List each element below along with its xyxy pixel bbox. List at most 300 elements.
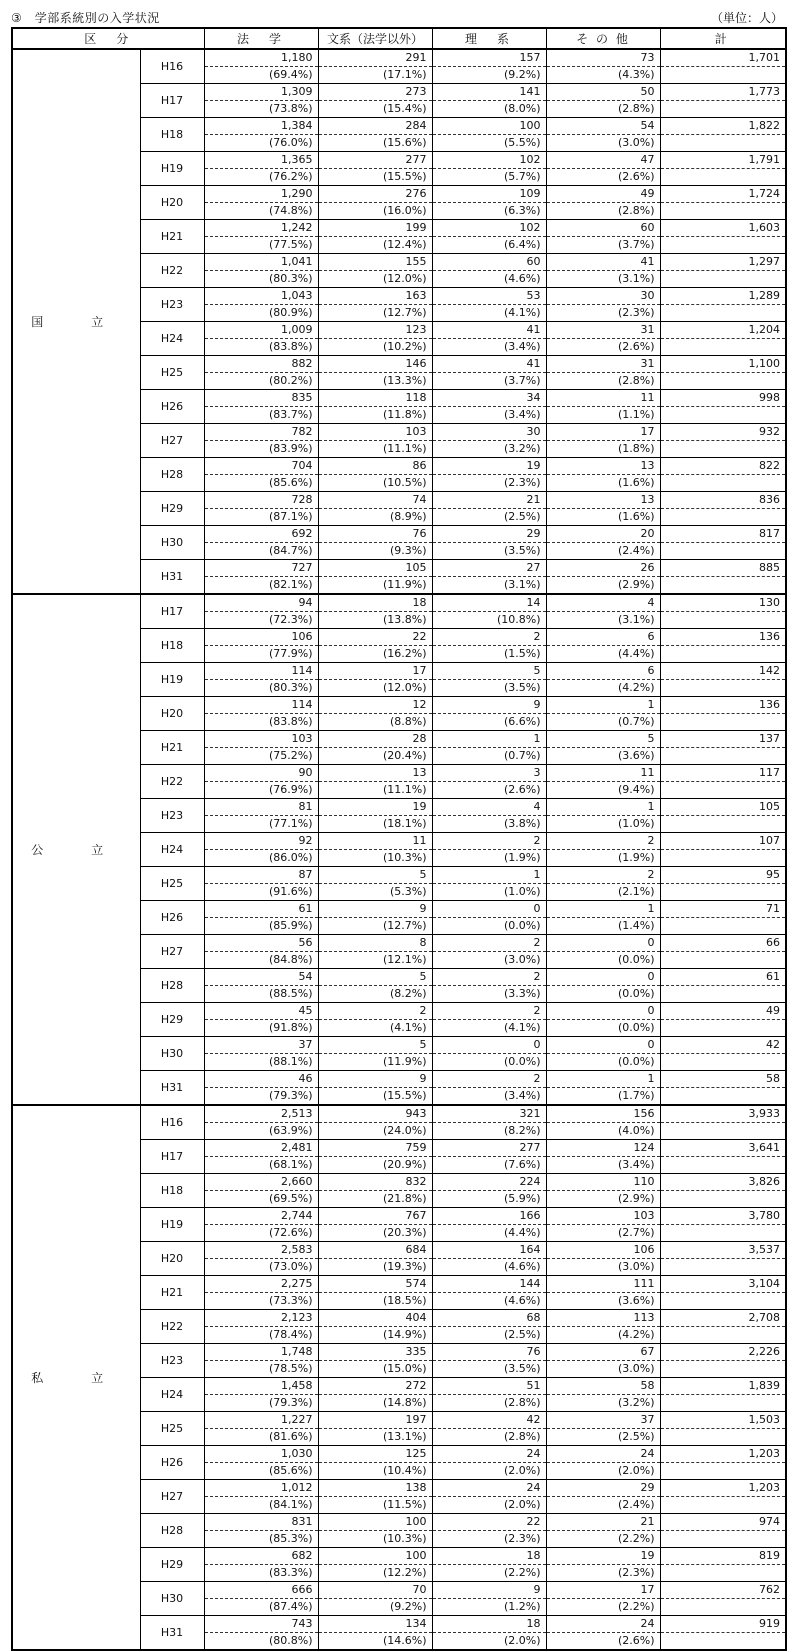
humanities-percent: (9.3%) [389, 544, 427, 557]
law-percent: (73.0%) [268, 1260, 313, 1273]
science-count: 19 [433, 458, 546, 475]
law-count: 103 [205, 731, 318, 748]
science-cell [432, 1310, 546, 1344]
humanities-count: 74 [319, 492, 432, 509]
total-cell [660, 152, 786, 186]
science-cell [432, 84, 546, 118]
science-count: 224 [433, 1174, 546, 1191]
total-count: 117 [661, 765, 786, 782]
science-count: 41 [433, 356, 546, 373]
science-count: 14 [433, 595, 546, 612]
other-cell [546, 833, 660, 867]
science-cell [432, 697, 546, 731]
other-count: 24 [547, 1616, 660, 1633]
law-cell [204, 1344, 318, 1378]
science-percent: (2.5%) [503, 1328, 541, 1341]
total-cell [660, 186, 786, 220]
other-count: 124 [547, 1140, 660, 1157]
other-cell [546, 629, 660, 663]
other-cell [546, 1140, 660, 1174]
humanities-count: 13 [319, 765, 432, 782]
other-percent: (0.0%) [617, 953, 655, 966]
year-label: H20 [140, 186, 204, 220]
other-percent: (2.7%) [617, 1226, 655, 1239]
other-count: 26 [547, 560, 660, 577]
other-percent: (2.4%) [617, 1498, 655, 1511]
science-cell [432, 1105, 546, 1140]
humanities-percent: (21.8%) [382, 1192, 427, 1205]
total-cell [660, 1105, 786, 1140]
total-cell [660, 1208, 786, 1242]
law-percent: (77.9%) [268, 647, 313, 660]
other-count: 1 [547, 799, 660, 816]
humanities-percent: (11.9%) [382, 1055, 427, 1068]
other-cell [546, 152, 660, 186]
law-percent: (84.1%) [268, 1498, 313, 1511]
science-count: 76 [433, 1344, 546, 1361]
total-count: 1,822 [661, 118, 786, 135]
law-cell [204, 390, 318, 424]
law-percent: (72.3%) [268, 613, 313, 626]
other-cell [546, 390, 660, 424]
science-cell [432, 458, 546, 492]
year-label: H26 [140, 901, 204, 935]
law-cell [204, 935, 318, 969]
other-count: 103 [547, 1208, 660, 1225]
humanities-cell [318, 765, 432, 799]
science-cell [432, 867, 546, 901]
year-label: H30 [140, 1037, 204, 1071]
law-percent: (79.3%) [268, 1089, 313, 1102]
humanities-count: 832 [319, 1174, 432, 1191]
other-count: 4 [547, 595, 660, 612]
humanities-count: 17 [319, 663, 432, 680]
law-count: 882 [205, 356, 318, 373]
other-count: 106 [547, 1242, 660, 1259]
other-cell [546, 935, 660, 969]
science-percent: (5.5%) [503, 136, 541, 149]
science-percent: (3.5%) [503, 1362, 541, 1375]
science-percent: (4.1%) [503, 306, 541, 319]
total-count: 1,724 [661, 186, 786, 203]
total-count: 1,203 [661, 1446, 786, 1463]
year-label: H27 [140, 1480, 204, 1514]
year-label: H25 [140, 1412, 204, 1446]
humanities-percent: (11.8%) [382, 408, 427, 421]
other-count: 11 [547, 765, 660, 782]
science-percent: (3.4%) [503, 1089, 541, 1102]
science-count: 277 [433, 1140, 546, 1157]
header-row [12, 28, 786, 49]
table-title: ③ 学部系統別の入学状況 [11, 11, 160, 25]
humanities-cell [318, 697, 432, 731]
total-cell [660, 867, 786, 901]
other-count: 60 [547, 220, 660, 237]
science-cell [432, 935, 546, 969]
law-count: 1,030 [205, 1446, 318, 1463]
science-cell [432, 833, 546, 867]
other-percent: (2.4%) [617, 544, 655, 557]
law-count: 2,275 [205, 1276, 318, 1293]
other-count: 1 [547, 901, 660, 918]
humanities-count: 163 [319, 288, 432, 305]
humanities-cell [318, 1276, 432, 1310]
science-cell [432, 765, 546, 799]
law-count: 81 [205, 799, 318, 816]
total-count: 3,933 [661, 1106, 786, 1123]
humanities-cell [318, 1140, 432, 1174]
humanities-percent: (20.4%) [382, 749, 427, 762]
law-cell [204, 560, 318, 595]
science-count: 109 [433, 186, 546, 203]
humanities-count: 8 [319, 935, 432, 952]
total-cell [660, 560, 786, 595]
science-percent: (3.3%) [503, 987, 541, 1000]
science-count: 29 [433, 526, 546, 543]
law-cell [204, 1480, 318, 1514]
law-percent: (77.5%) [268, 238, 313, 251]
law-count: 1,242 [205, 220, 318, 237]
science-count: 2 [433, 833, 546, 850]
other-cell [546, 1105, 660, 1140]
law-cell [204, 152, 318, 186]
other-cell [546, 697, 660, 731]
other-count: 24 [547, 1446, 660, 1463]
humanities-percent: (10.3%) [382, 1532, 427, 1545]
science-count: 1 [433, 867, 546, 884]
other-cell [546, 322, 660, 356]
total-count: 66 [661, 935, 786, 952]
science-count: 2 [433, 629, 546, 646]
group-label: 私 立 [12, 1105, 140, 1650]
science-percent: (0.7%) [503, 749, 541, 762]
humanities-cell [318, 867, 432, 901]
total-cell [660, 288, 786, 322]
science-cell [432, 799, 546, 833]
science-percent: (2.3%) [503, 1532, 541, 1545]
total-cell [660, 1514, 786, 1548]
humanities-cell [318, 731, 432, 765]
year-label: H22 [140, 1310, 204, 1344]
other-count: 0 [547, 1037, 660, 1054]
law-cell [204, 1208, 318, 1242]
science-cell [432, 1514, 546, 1548]
humanities-count: 155 [319, 254, 432, 271]
law-count: 2,123 [205, 1310, 318, 1327]
law-cell [204, 1105, 318, 1140]
total-count: 1,289 [661, 288, 786, 305]
law-count: 54 [205, 969, 318, 986]
law-cell [204, 458, 318, 492]
humanities-cell [318, 424, 432, 458]
humanities-percent: (18.5%) [382, 1294, 427, 1307]
law-count: 46 [205, 1071, 318, 1088]
law-percent: (85.9%) [268, 919, 313, 932]
science-cell [432, 322, 546, 356]
total-count: 130 [661, 595, 786, 612]
law-percent: (68.1%) [268, 1158, 313, 1171]
total-cell [660, 526, 786, 560]
humanities-percent: (15.5%) [382, 170, 427, 183]
humanities-cell [318, 220, 432, 254]
total-cell [660, 969, 786, 1003]
science-percent: (2.0%) [503, 1634, 541, 1647]
table-body [12, 49, 786, 1650]
science-cell [432, 1003, 546, 1037]
humanities-cell [318, 492, 432, 526]
law-cell [204, 1140, 318, 1174]
humanities-cell [318, 1446, 432, 1480]
law-percent: (73.3%) [268, 1294, 313, 1307]
other-percent: (3.0%) [617, 1362, 655, 1375]
other-percent: (3.6%) [617, 749, 655, 762]
law-percent: (80.9%) [268, 306, 313, 319]
year-label: H21 [140, 220, 204, 254]
other-percent: (2.6%) [617, 340, 655, 353]
humanities-percent: (12.0%) [382, 272, 427, 285]
humanities-percent: (8.2%) [389, 987, 427, 1000]
year-label: H29 [140, 1003, 204, 1037]
law-percent: (77.1%) [268, 817, 313, 830]
law-percent: (87.1%) [268, 510, 313, 523]
other-percent: (2.2%) [617, 1532, 655, 1545]
other-cell [546, 765, 660, 799]
other-count: 17 [547, 1582, 660, 1599]
science-percent: (3.5%) [503, 681, 541, 694]
other-cell [546, 1310, 660, 1344]
humanities-cell [318, 901, 432, 935]
year-label: H19 [140, 1208, 204, 1242]
humanities-percent: (19.3%) [382, 1260, 427, 1273]
humanities-cell [318, 1582, 432, 1616]
total-count: 1,773 [661, 84, 786, 101]
humanities-percent: (12.1%) [382, 953, 427, 966]
other-percent: (4.4%) [617, 647, 655, 660]
other-cell [546, 969, 660, 1003]
total-cell [660, 765, 786, 799]
humanities-cell [318, 458, 432, 492]
year-label: H21 [140, 731, 204, 765]
document-page [11, 6, 785, 1651]
science-count: 27 [433, 560, 546, 577]
total-count: 71 [661, 901, 786, 918]
year-label: H25 [140, 356, 204, 390]
humanities-count: 100 [319, 1548, 432, 1565]
law-count: 114 [205, 663, 318, 680]
other-cell [546, 1446, 660, 1480]
humanities-percent: (12.2%) [382, 1566, 427, 1579]
humanities-count: 103 [319, 424, 432, 441]
law-percent: (63.9%) [268, 1124, 313, 1137]
humanities-cell [318, 663, 432, 697]
science-cell [432, 1378, 546, 1412]
total-cell [660, 629, 786, 663]
law-percent: (83.3%) [268, 1566, 313, 1579]
humanities-count: 767 [319, 1208, 432, 1225]
year-label: H17 [140, 1140, 204, 1174]
total-cell [660, 1446, 786, 1480]
science-cell [432, 220, 546, 254]
total-count: 3,104 [661, 1276, 786, 1293]
other-percent: (1.6%) [617, 510, 655, 523]
other-percent: (1.8%) [617, 442, 655, 455]
law-count: 87 [205, 867, 318, 884]
total-count: 1,204 [661, 322, 786, 339]
humanities-percent: (5.3%) [389, 885, 427, 898]
other-cell [546, 288, 660, 322]
humanities-cell [318, 1378, 432, 1412]
total-cell [660, 697, 786, 731]
science-cell [432, 594, 546, 629]
total-cell [660, 49, 786, 84]
total-cell [660, 1480, 786, 1514]
group-label: 国 立 [12, 49, 140, 594]
humanities-count: 146 [319, 356, 432, 373]
year-label: H18 [140, 629, 204, 663]
law-cell [204, 833, 318, 867]
science-cell [432, 1037, 546, 1071]
other-cell [546, 867, 660, 901]
law-percent: (88.1%) [268, 1055, 313, 1068]
law-count: 835 [205, 390, 318, 407]
science-count: 321 [433, 1106, 546, 1123]
science-percent: (3.7%) [503, 374, 541, 387]
science-percent: (1.5%) [503, 647, 541, 660]
science-cell [432, 1242, 546, 1276]
law-cell [204, 1514, 318, 1548]
total-count: 95 [661, 867, 786, 884]
total-cell [660, 1378, 786, 1412]
total-count: 1,791 [661, 152, 786, 169]
admissions-by-faculty-table [11, 27, 787, 1651]
total-count: 998 [661, 390, 786, 407]
science-count: 164 [433, 1242, 546, 1259]
other-percent: (2.8%) [617, 204, 655, 217]
humanities-count: 138 [319, 1480, 432, 1497]
total-cell [660, 84, 786, 118]
humanities-percent: (18.1%) [382, 817, 427, 830]
year-label: H28 [140, 458, 204, 492]
humanities-cell [318, 1480, 432, 1514]
humanities-cell [318, 1105, 432, 1140]
law-cell [204, 356, 318, 390]
year-label: H24 [140, 322, 204, 356]
law-cell [204, 118, 318, 152]
year-label: H23 [140, 1344, 204, 1378]
other-cell [546, 254, 660, 288]
total-cell [660, 1174, 786, 1208]
humanities-count: 86 [319, 458, 432, 475]
total-cell [660, 220, 786, 254]
science-count: 144 [433, 1276, 546, 1293]
science-cell [432, 560, 546, 595]
law-cell [204, 901, 318, 935]
total-count: 58 [661, 1071, 786, 1088]
humanities-count: 291 [319, 50, 432, 67]
science-count: 2 [433, 969, 546, 986]
science-cell [432, 1140, 546, 1174]
total-count: 932 [661, 424, 786, 441]
other-percent: (0.0%) [617, 1055, 655, 1068]
science-count: 30 [433, 424, 546, 441]
year-label: H30 [140, 1582, 204, 1616]
science-percent: (4.6%) [503, 272, 541, 285]
humanities-percent: (10.3%) [382, 851, 427, 864]
law-count: 92 [205, 833, 318, 850]
total-count: 61 [661, 969, 786, 986]
law-percent: (85.6%) [268, 1464, 313, 1477]
other-count: 6 [547, 629, 660, 646]
science-cell [432, 629, 546, 663]
law-count: 1,041 [205, 254, 318, 271]
law-percent: (86.0%) [268, 851, 313, 864]
total-cell [660, 663, 786, 697]
other-cell [546, 220, 660, 254]
humanities-count: 5 [319, 1037, 432, 1054]
other-count: 50 [547, 84, 660, 101]
science-count: 42 [433, 1412, 546, 1429]
total-cell [660, 458, 786, 492]
science-percent: (8.2%) [503, 1124, 541, 1137]
other-count: 31 [547, 322, 660, 339]
science-count: 4 [433, 799, 546, 816]
humanities-cell [318, 1310, 432, 1344]
other-count: 49 [547, 186, 660, 203]
other-count: 21 [547, 1514, 660, 1531]
other-count: 41 [547, 254, 660, 271]
header-category: 区 分 [12, 28, 204, 49]
science-cell [432, 1208, 546, 1242]
science-percent: (6.4%) [503, 238, 541, 251]
law-cell [204, 663, 318, 697]
other-count: 5 [547, 731, 660, 748]
science-percent: (8.0%) [503, 102, 541, 115]
humanities-cell [318, 186, 432, 220]
year-label: H20 [140, 697, 204, 731]
total-cell [660, 1310, 786, 1344]
humanities-cell [318, 1071, 432, 1106]
law-percent: (69.4%) [268, 68, 313, 81]
other-cell [546, 356, 660, 390]
total-count: 3,780 [661, 1208, 786, 1225]
header-law: 法 学 [204, 28, 318, 49]
science-cell [432, 49, 546, 84]
law-percent: (87.4%) [268, 1600, 313, 1613]
total-count: 49 [661, 1003, 786, 1020]
law-percent: (69.5%) [268, 1192, 313, 1205]
other-cell [546, 84, 660, 118]
humanities-cell [318, 1242, 432, 1276]
humanities-cell [318, 322, 432, 356]
other-count: 47 [547, 152, 660, 169]
year-label: H21 [140, 1276, 204, 1310]
total-cell [660, 118, 786, 152]
other-percent: (3.4%) [617, 1158, 655, 1171]
other-percent: (0.7%) [617, 715, 655, 728]
other-percent: (9.4%) [617, 783, 655, 796]
law-cell [204, 697, 318, 731]
science-count: 24 [433, 1446, 546, 1463]
humanities-percent: (24.0%) [382, 1124, 427, 1137]
total-count: 142 [661, 663, 786, 680]
year-label: H17 [140, 84, 204, 118]
total-cell [660, 1582, 786, 1616]
header-other: そ の 他 [546, 28, 660, 49]
other-count: 113 [547, 1310, 660, 1327]
science-count: 166 [433, 1208, 546, 1225]
other-percent: (3.0%) [617, 136, 655, 149]
law-count: 1,009 [205, 322, 318, 339]
